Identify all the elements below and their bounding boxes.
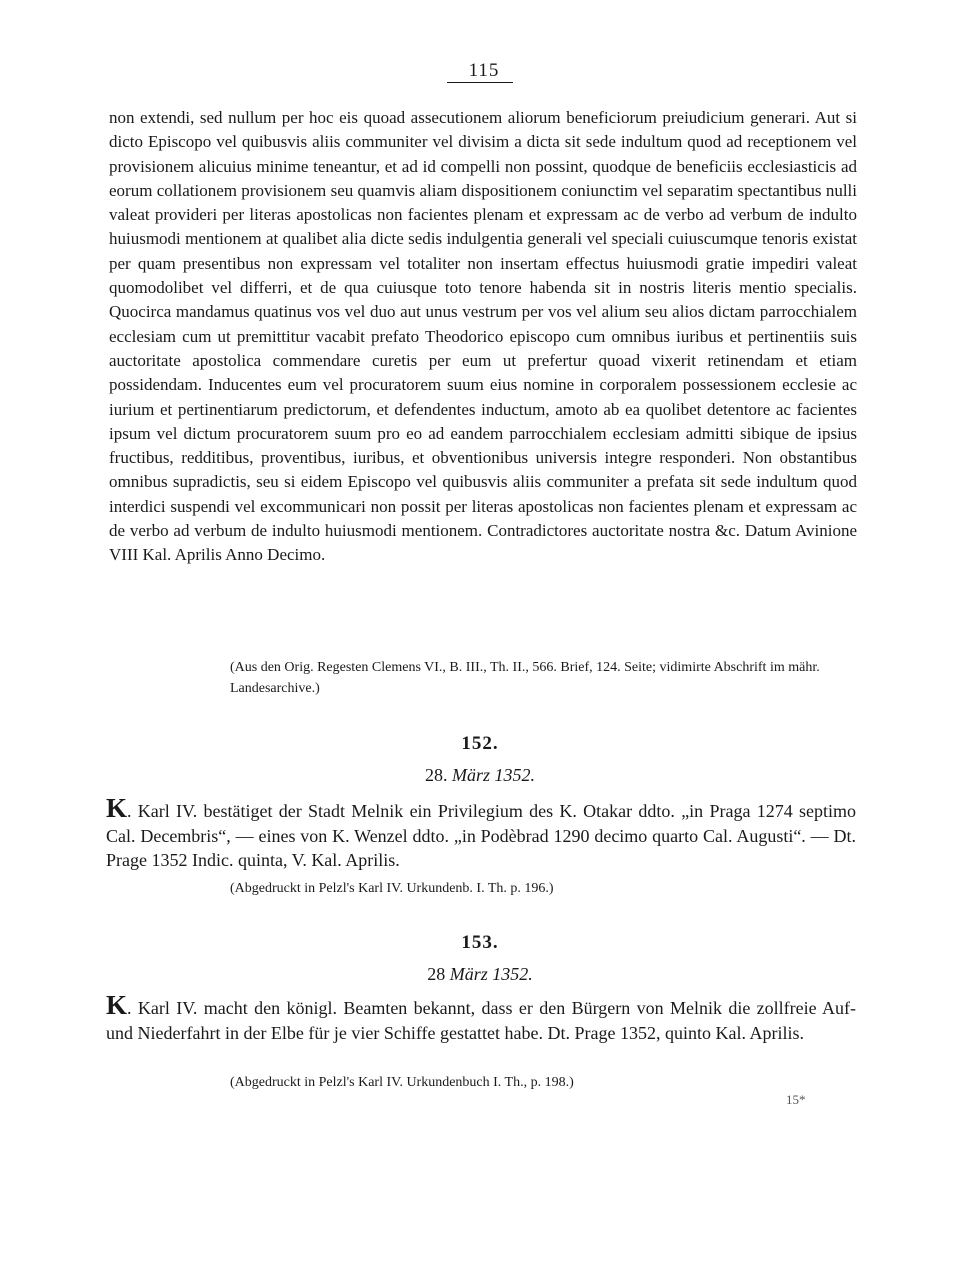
body-text: non extendi, sed nullum per hoc eis quoad assecutionem aliorum beneficiorum preiudicium generari. Aut si dicto Episcopo vel quibusvis aliis communiter vel divisim a dicta sit sede indultum quod ad receptionem vel provisionem alicuius minime teneantur, et ad id compelli non possint, quodque de beneficiis ecclesiasticis ad eorum collationem provisionem seu quamvis aliam dispositionem coniunctim vel separatim spectantibus nulli valeat provideri per literas apostolicas non facientes plenam et expressam ac de verbo ad verbum de indulto huiusmodi mentionem at qualibet alia dicte sedis indulgentia generali vel speciali cuiuscumque tenoris existat per quam presentibus non expressam vel totaliter non insertam effectus huiusmodi gratie impediri valeat quomodolibet vel differri, et de qua cuiusque toto tenore habenda sit in nostris literis mentio specialis. Quocirca mandamus quatinus vos vel duo aut unus vestrum per vos vel alium seu alios dictam parrocchialem ecclesiam cum ut premittitur vacabit prefato Theodorico episcopo cum omnibus iuribus et pertinentiis suis auctoritate apostolica commendare curetis per eum ut prefertur quoad vixerit retinendam et etiam possidendam. Inducentes eum vel procuratorem suum eius nomine in corporalem possessionem ecclesie ac iurium et pertinentiarum predictorum, et defendentes inductum, amoto ab ea quolibet detentore ac facientes ipsum vel dictum procuratorem suum pro eo ad eandem parrocchialem ecclesiam admitti sibique de ipsius fructibus, redditibus, proventibus, iuribus, et obventionibus universis integre responderi. Non obstantibus omnibus supradictis, seu si eidem Episcopo vel quibusvis aliis communiter a prefata sit sede indultum quod interdici suspendi vel excommunicari non possit per literas apostolicas non facientes plenam et expressam ac de verbo ad verbum de indulto huiusmodi mentionem. Contradictores auctoritate nostra &c. Datum Avinione VIII Kal. Aprilis Anno Decimo. [109, 108, 857, 565]
doc-152-date [0, 765, 960, 786]
doc-152-date-day: 28. [424, 765, 448, 785]
doc-153-date-month: März 1352. [449, 964, 533, 984]
doc-153-source: (Abgedruckt in Pelzl's Karl IV. Urkundenbuch I. Th., p. 198.) [230, 1075, 574, 1090]
doc-152-body: . Karl IV. bestätiget der Stadt Melnik ein Privilegium des K. Otakar ddto. „in Praga 1274 septimo Cal. Decembris“, — eines von K. Wenzel ddto. „in Podèbrad 1290 decimo quarto Cal. Augusti“. — Dt. Prage 1352 Indic. quinta, V. Kal. Aprilis. [106, 801, 856, 870]
page-number: 115 [0, 60, 960, 83]
doc-153-date [0, 964, 960, 985]
doc-152-date-month: März 1352. [451, 765, 535, 785]
doc-153-number: 153. [461, 932, 499, 953]
doc-152-number: 152. [461, 733, 499, 754]
doc-152-text [106, 793, 856, 873]
signature-mark: 15* [786, 1092, 806, 1107]
doc-152-source: (Abgedruckt in Pelzl's Karl IV. Urkundenb. I. Th. p. 196.) [230, 881, 554, 896]
doc-153-initial: K [106, 990, 128, 1020]
doc-152-initial: K [106, 793, 128, 823]
doc-153-text [106, 990, 856, 1045]
doc-153-date-day: 28 [427, 964, 446, 984]
source-citation: (Aus den Orig. Regesten Clemens VI., B. III., Th. II., 566. Brief, 124. Seite; vidimirte Abschrift im mähr. Landesarchive.) [230, 660, 820, 696]
doc-153-body: . Karl IV. macht den königl. Beamten bekannt, dass er den Bürgern von Melnik die zollfreie Auf- und Niederfahrt in der Elbe für je vier Schiffe gestattet habe. Dt. Prage 1352, quinto Kal. Aprilis. [106, 998, 856, 1043]
